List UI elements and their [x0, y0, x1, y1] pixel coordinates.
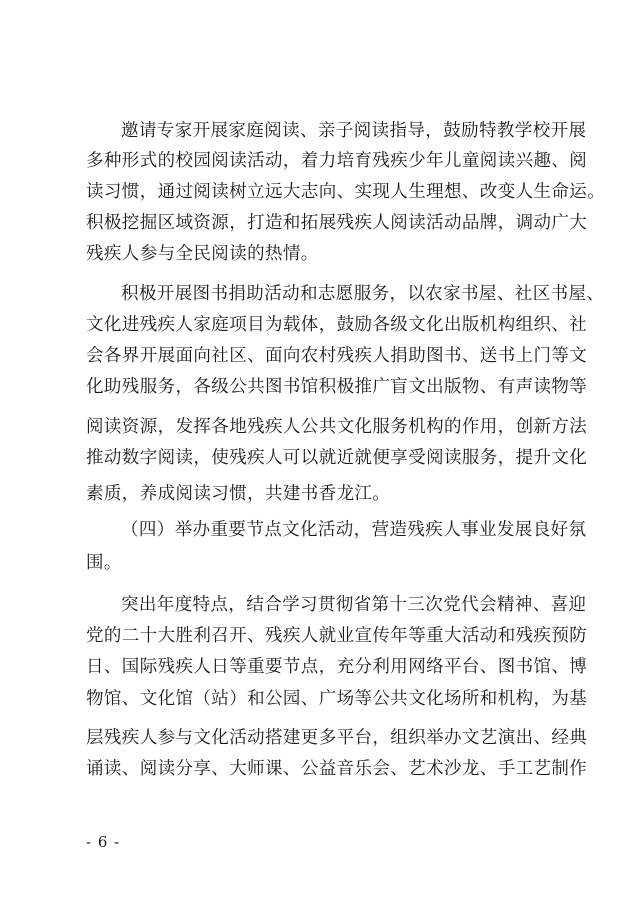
section-heading-continuation: 围。 — [86, 553, 122, 573]
text-line: 积极挖掘区域资源，打造和拓展残疾人阅读活动品牌，调动广大 — [86, 213, 588, 233]
text-line: 党的二十大胜利召开、残疾人就业宣传年等重大活动和残疾预防 — [86, 626, 588, 646]
text-line: 多种形式的校园阅读活动，着力培育残疾少年儿童阅读兴趣、阅 — [86, 151, 588, 171]
text-line: 读习惯，通过阅读树立远大志向、实现人生理想、改变人生命运。 — [86, 182, 606, 202]
text-line: 会各界开展面向社区、面向农村残疾人捐助图书、送书上门等文 — [86, 346, 588, 366]
section-heading: （四）举办重要节点文化活动，营造残疾人事业发展良好氛 — [121, 520, 587, 540]
text-line: 阅读资源，发挥各地残疾人公共文化服务机构的作用，创新方法 — [86, 417, 588, 437]
text-line: 化助残服务，各级公共图书馆积极推广盲文出版物、有声读物等 — [86, 377, 588, 397]
text-line: 积极开展图书捐助活动和志愿服务，以农家书屋、社区书屋、 — [121, 284, 605, 304]
text-line: 文化进残疾人家庭项目为载体，鼓励各级文化出版机构组织、社 — [86, 315, 588, 335]
text-line: 诵读、阅读分享、大师课、公益音乐会、艺术沙龙、手工艺制作 — [86, 759, 588, 779]
text-line: 日、国际残疾人日等重要节点，充分利用网络平台、图书馆、博 — [86, 657, 588, 677]
text-line: 层残疾人参与文化活动搭建更多平台，组织举办文艺演出、经典 — [86, 728, 588, 748]
text-line: 物馆、文化馆（站）和公园、广场等公共文化场所和机构，为基 — [86, 689, 588, 709]
text-line: 突出年度特点，结合学习贯彻省第十三次党代会精神、喜迎 — [121, 595, 587, 615]
page-number: - 6 - — [86, 833, 121, 851]
text-line: 邀请专家开展家庭阅读、亲子阅读指导，鼓励特教学校开展 — [121, 121, 587, 141]
text-line: 推动数字阅读，使残疾人可以就近就便享受阅读服务，提升文化 — [86, 448, 588, 468]
text-line: 残疾人参与全民阅读的热情。 — [86, 244, 319, 264]
text-line: 素质，养成阅读习惯，共建书香龙江。 — [86, 484, 391, 504]
